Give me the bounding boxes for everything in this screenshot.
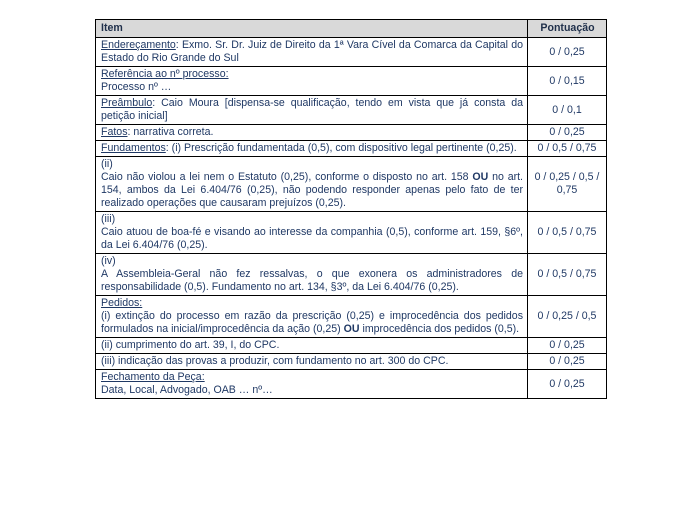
title-separator: : (165, 142, 172, 154)
item-cell (96, 296, 528, 338)
table-row (96, 67, 607, 96)
score-cell: 0 / 0,5 / 0,75 (528, 212, 607, 254)
item-text-part-b: improcedência dos pedidos (0,5). (359, 323, 520, 335)
score-cell: 0 / 0,1 (528, 96, 607, 125)
table-row (96, 141, 607, 157)
score-cell: 0 / 0,15 (528, 67, 607, 96)
score-cell: 0 / 0,25 (528, 38, 607, 67)
item-cell (96, 338, 528, 354)
item-text: (i) Prescrição fundamentada (0,5), com dispositivo legal pertinente (0,25). (171, 142, 517, 154)
item-cell (96, 96, 528, 125)
table-row (96, 38, 607, 67)
item-cell (96, 212, 528, 254)
item-label: (ii) (101, 158, 113, 170)
column-header-item: Item (96, 20, 528, 38)
item-title: Pedidos: (101, 297, 143, 309)
item-cell (96, 38, 528, 67)
table-row (96, 354, 607, 370)
item-text: Caio Moura [dispensa-se qualificação, tendo em vista que já consta da petição inicial] (101, 97, 523, 122)
score-cell: 0 / 0,25 (528, 370, 607, 399)
table-row (96, 212, 607, 254)
item-cell (96, 254, 528, 296)
item-cell (96, 67, 528, 96)
scoring-table-container (95, 19, 606, 399)
score-cell: 0 / 0,25 (528, 354, 607, 370)
item-text: (ii) cumprimento do art. 39, I, do CPC. (101, 339, 280, 351)
item-text: Data, Local, Advogado, OAB … nº… (101, 384, 273, 396)
item-text-part-a: Caio não violou a lei nem o Estatuto (0,25), conforme o disposto no art. 158 (101, 171, 473, 183)
item-text: A Assembleia-Geral não fez ressalvas, o que exonera os administradores de responsabilidade (0,5). Fundamento no art. 134, §3º, da Lei 6.404/76 (0,25). (101, 268, 523, 293)
table-row (96, 125, 607, 141)
table-row (96, 370, 607, 399)
score-cell: 0 / 0,5 / 0,75 (528, 254, 607, 296)
score-cell: 0 / 0,5 / 0,75 (528, 141, 607, 157)
item-cell (96, 354, 528, 370)
item-title: Endereçamento (101, 39, 176, 51)
item-text: Exmo. Sr. Dr. Juiz de Direito da 1ª Vara Cível da Comarca da Capital do Estado do Rio Grande do Sul (101, 39, 523, 64)
title-separator: : (152, 97, 162, 109)
table-row (96, 254, 607, 296)
table-row (96, 96, 607, 125)
item-label: (iii) (101, 213, 116, 225)
column-header-score: Pontuação (528, 20, 607, 38)
item-emphasis: OU (343, 323, 360, 335)
item-cell (96, 370, 528, 399)
item-title: Fechamento da Peça: (101, 371, 205, 383)
table-header-row (96, 20, 607, 38)
score-cell: 0 / 0,25 / 0,5 (528, 296, 607, 338)
item-title: Preâmbulo (101, 97, 153, 109)
item-title: Fatos (101, 126, 128, 138)
item-text: (iii) indicação das provas a produzir, com fundamento no art. 300 do CPC. (101, 355, 449, 367)
table-row (96, 157, 607, 212)
item-cell (96, 125, 528, 141)
item-text-part-b: no art. 154, ambos da Lei 6.404/76 (0,25), não podendo responder apenas pelo fato de ter realizado operações que causaram prejuízos (0,25). (101, 171, 524, 209)
item-cell (96, 141, 528, 157)
item-title: Referência ao nº processo: (101, 68, 229, 80)
item-emphasis: OU (472, 171, 489, 183)
table-row (96, 338, 607, 354)
item-label: (iv) (101, 255, 116, 267)
score-cell: 0 / 0,25 (528, 338, 607, 354)
item-cell (96, 157, 528, 212)
score-cell: 0 / 0,25 (528, 125, 607, 141)
title-separator: : (175, 39, 182, 51)
item-text: narrativa correta. (133, 126, 214, 138)
score-cell: 0 / 0,25 / 0,5 / 0,75 (528, 157, 607, 212)
item-title: Fundamentos (101, 142, 166, 154)
item-text: Caio atuou de boa-fé e visando ao interesse da companhia (0,5), conforme art. 159, §6º, da Lei 6.404/76 (0,25). (101, 226, 523, 251)
title-separator: : (127, 126, 134, 138)
item-text-part-a: (i) extinção do processo em razão da prescrição (0,25) e improcedência dos pedidos formulados na inicial/improcedência da ação (0,25) (101, 310, 523, 335)
scoring-table (95, 19, 607, 399)
table-row (96, 296, 607, 338)
item-text: Processo nº … (101, 81, 172, 93)
